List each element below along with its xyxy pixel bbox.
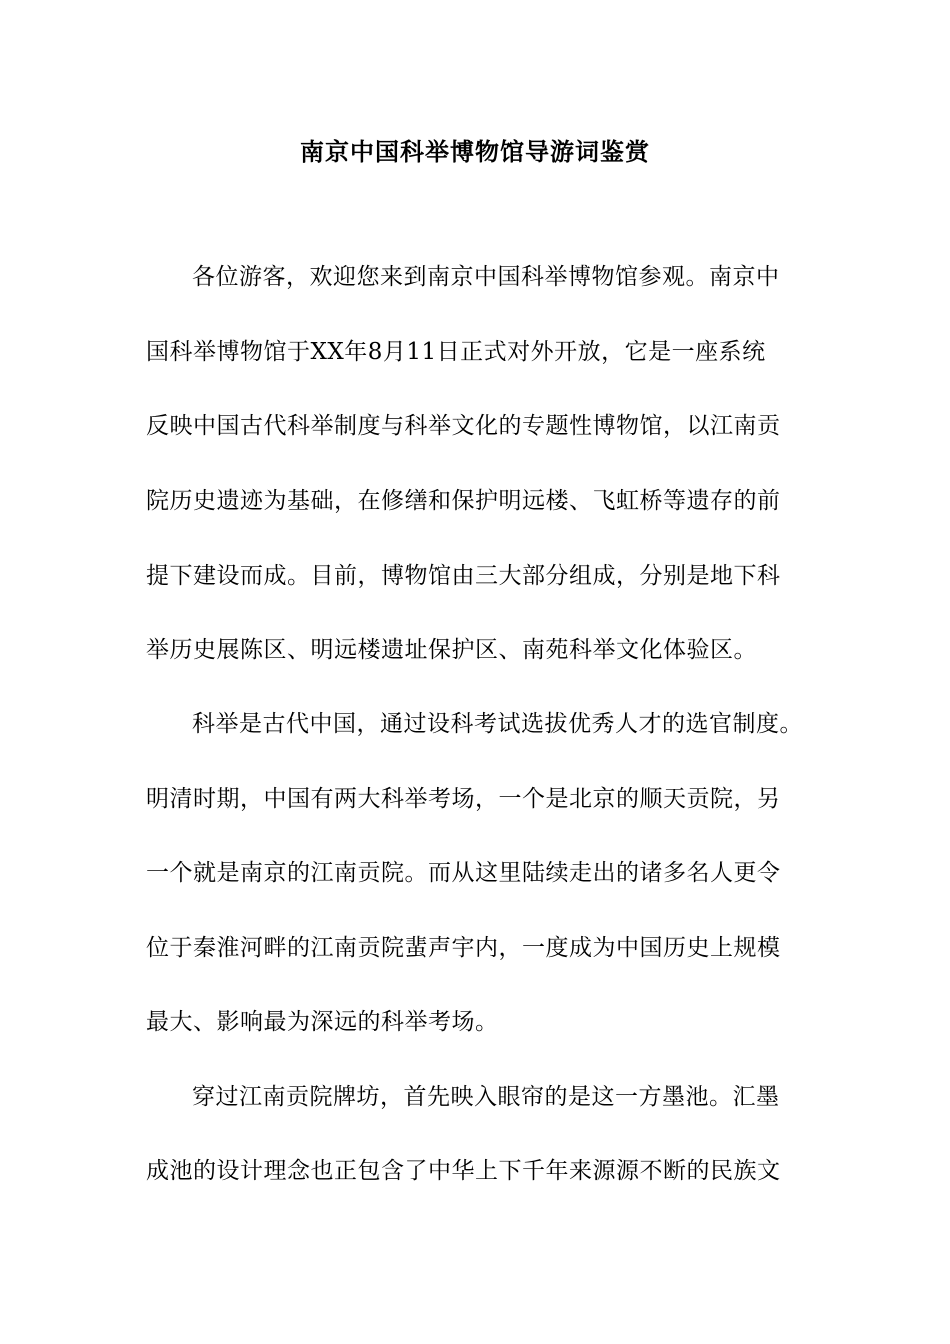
paragraph-1-line-5: 提下建设而成。目前，博物馆由三大部分组成，分别是地下科: [146, 563, 781, 589]
paragraph-3-line-2: 成池的设计理念也正包含了中华上下千年来源源不断的民族文: [146, 1158, 781, 1184]
paragraph-1-line-3: 反映中国古代科举制度与科举文化的专题性博物馆，以江南贡: [146, 413, 781, 439]
paragraph-1-line-2: 国科举博物馆于XX年8月11日正式对外开放，它是一座系统: [146, 339, 766, 365]
paragraph-1-line-1: 各位游客，欢迎您来到南京中国科举博物馆参观。南京中: [192, 264, 780, 290]
paragraph-2-line-2: 明清时期，中国有两大科举考场，一个是北京的顺天贡院，另: [146, 786, 781, 812]
paragraph-2-line-3: 一个就是南京的江南贡院。而从这里陆续走出的诸多名人更令: [146, 860, 781, 886]
document-title: 南京中国科举博物馆导游词鉴赏: [300, 137, 650, 166]
paragraph-2-line-1: 科举是古代中国，通过设科考试选拔优秀人才的选官制度。: [192, 711, 803, 737]
paragraph-2-line-5: 最大、影响最为深远的科举考场。: [146, 1009, 499, 1035]
paragraph-3-line-1: 穿过江南贡院牌坊，首先映入眼帘的是这一方墨池。汇墨: [192, 1084, 780, 1110]
paragraph-1-line-4: 院历史遗迹为基础，在修缮和保护明远楼、飞虹桥等遗存的前: [146, 488, 781, 514]
paragraph-1-line-6: 举历史展陈区、明远楼遗址保护区、南苑科举文化体验区。: [146, 637, 757, 663]
paragraph-2-line-4: 位于秦淮河畔的江南贡院蜚声宇内，一度成为中国历史上规模: [146, 935, 781, 961]
